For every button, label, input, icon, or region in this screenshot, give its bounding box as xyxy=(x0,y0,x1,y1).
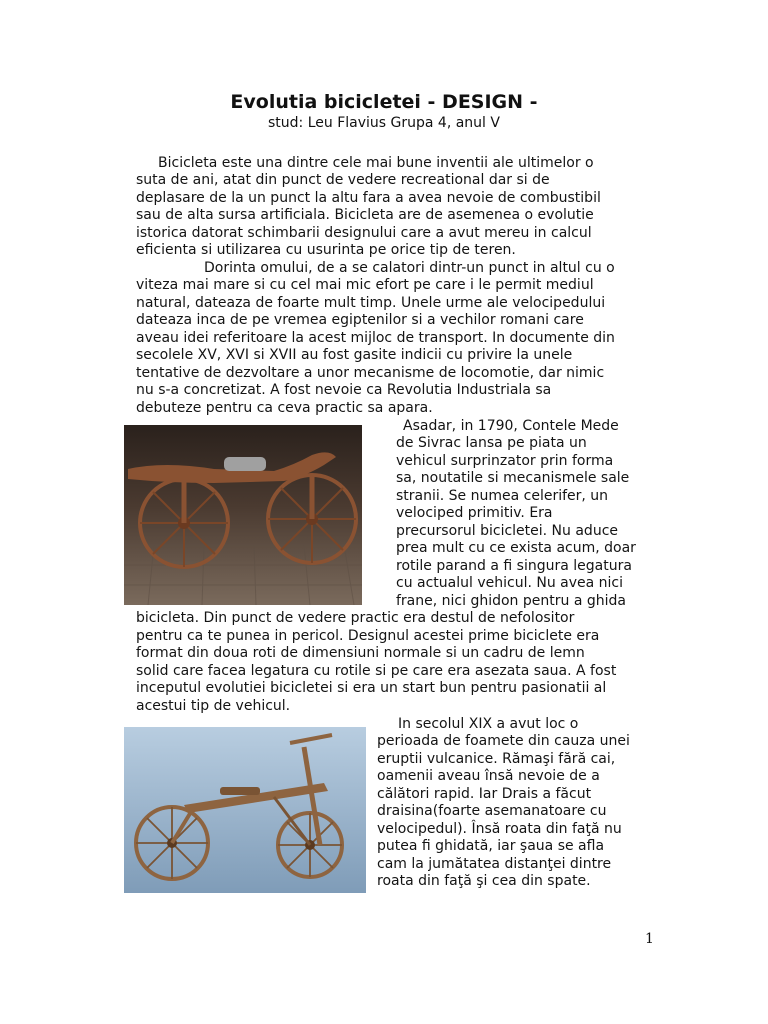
text-line: inceputul evolutiei bicicletei si era un start bun pentru pasionatii al xyxy=(136,680,607,696)
text-line: In secolul XIX a avut loc o xyxy=(398,716,579,732)
text-line: solid care facea legatura cu rotile si pe care era asezata saua. A fost xyxy=(136,663,617,679)
text-line: prea mult cu ce exista acum, doar xyxy=(396,540,636,556)
text-line: de Sivrac lansa pe piata un xyxy=(396,435,587,451)
text-line: secolele XV, XVI si XVII au fost gasite indicii cu privire la unele xyxy=(136,347,573,363)
celerifer-photo xyxy=(124,425,362,605)
text-line: bicicleta. Din punct de vedere practic era destul de nefolositor xyxy=(136,610,575,626)
text-line: eruptii vulcanice. Rămaşi fără cai, xyxy=(377,751,616,767)
document-title: Evolutia bicicletei - DESIGN - xyxy=(230,91,538,113)
page-number: 1 xyxy=(645,931,654,947)
draisina-photo xyxy=(124,727,366,893)
text-line: stranii. Se numea celerifer, un xyxy=(396,488,609,504)
text-line: eficienta si utilizarea cu usurinta pe orice tip de teren. xyxy=(136,242,516,258)
text-line: Asadar, in 1790, Contele Mede xyxy=(403,418,619,434)
text-line: velociped primitiv. Era xyxy=(396,505,553,521)
text-line: acestui tip de vehicul. xyxy=(136,698,291,714)
text-line: istorica datorat schimbarii designului care a avut mereu in calcul xyxy=(136,225,592,241)
text-line: Dorinta omului, de a se calatori dintr-un punct in altul cu o xyxy=(204,260,615,276)
text-line: precursorul bicicletei. Nu aduce xyxy=(396,523,619,539)
text-line: rotile parand a fi singura legatura xyxy=(396,558,632,574)
text-line: dateaza inca de pe vremea egiptenilor si a vechilor romani care xyxy=(136,312,584,328)
text-line: suta de ani, atat din punct de vedere recreational dar si de xyxy=(136,172,550,188)
text-line: viteza mai mare si cu cel mai mic efort pe care i le permit mediul xyxy=(136,277,594,293)
text-line: nu s-a concretizat. A fost nevoie ca Revolutia Industriala sa xyxy=(136,382,552,398)
text-line: Bicicleta este una dintre cele mai bune inventii ale ultimelor o xyxy=(158,155,594,171)
text-line: oamenii aveau însă nevoie de a xyxy=(377,768,600,784)
document-subtitle: stud: Leu Flavius Grupa 4, anul V xyxy=(268,115,500,131)
text-line: sau de alta sursa artificiala. Bicicleta are de asemenea o evolutie xyxy=(136,207,594,223)
text-line: tentative de dezvoltare a unor mecanisme de locomotie, dar nimic xyxy=(136,365,605,381)
text-line: aveau idei referitoare la acest mijloc de transport. In documente din xyxy=(136,330,615,346)
text-line: deplasare de la un punct la altu fara a avea nevoie de combustibil xyxy=(136,190,601,206)
text-line: frane, nici ghidon pentru a ghida xyxy=(396,593,626,609)
text-line: velocipedul). Însă roata din faţă nu xyxy=(377,821,622,837)
text-line: perioada de foamete din cauza unei xyxy=(377,733,630,749)
text-line: draisina(foarte asemanatoare cu xyxy=(377,803,607,819)
text-line: putea fi ghidată, iar şaua se afla xyxy=(377,838,605,854)
text-line: sa, noutatile si mecanismele sale xyxy=(396,470,630,486)
text-line: călători rapid. Iar Drais a făcut xyxy=(377,786,592,802)
text-line: vehicul surprinzator prin forma xyxy=(396,453,614,469)
text-line: cam la jumătatea distanţei dintre xyxy=(377,856,612,872)
text-line: cu actualul vehicul. Nu avea nici xyxy=(396,575,624,591)
text-line: format din doua roti de dimensiuni normale si un cadru de lemn xyxy=(136,645,585,661)
text-line: natural, dateaza de foarte mult timp. Unele urme ale velocipedului xyxy=(136,295,606,311)
text-line: pentru ca te punea in pericol. Designul acestei prime biciclete era xyxy=(136,628,600,644)
text-line: roata din faţă şi cea din spate. xyxy=(377,873,591,889)
text-line: debuteze pentru ca ceva practic sa apara. xyxy=(136,400,433,416)
